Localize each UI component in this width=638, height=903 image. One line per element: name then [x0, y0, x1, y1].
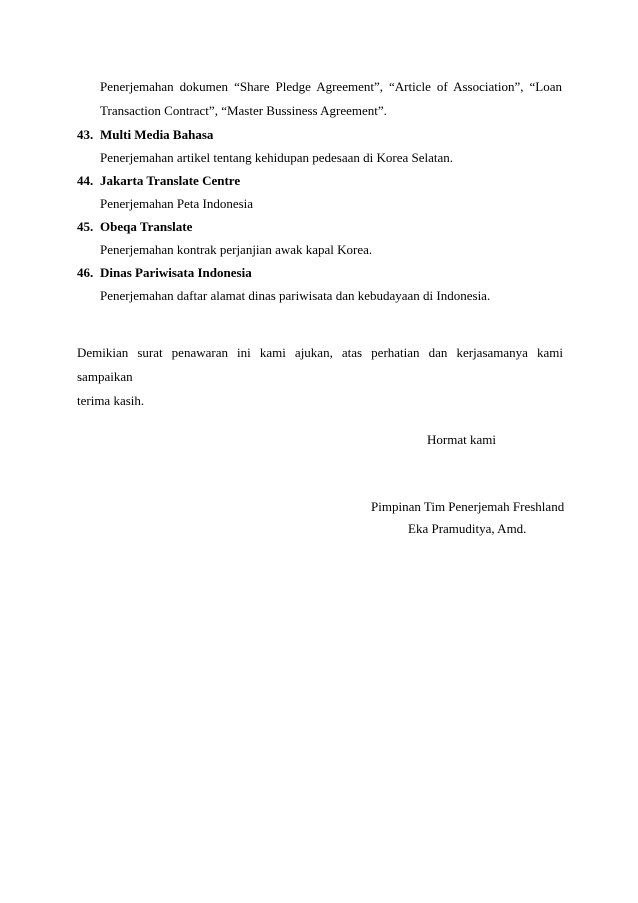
list-item: [77, 169, 563, 215]
item-number: 43.: [77, 127, 94, 142]
list-item: [77, 123, 563, 169]
item-description: Penerjemahan artikel tentang kehidupan pedesaan di Korea Selatan.: [100, 150, 454, 165]
item-description: Penerjemahan kontrak perjanjian awak kapal Korea.: [100, 242, 373, 257]
signer-role: Pimpinan Tim Penerjemah Freshland: [371, 499, 565, 514]
signature-greeting: Hormat kami: [427, 432, 496, 447]
closing-line-1: Demikian surat penawaran ini kami ajukan, atas perhatian dan kerjasamanya kami sampaikan: [77, 345, 563, 384]
item-title: Dinas Pariwisata Indonesia: [100, 265, 252, 280]
previous-item-continuation: [100, 75, 562, 123]
continuation-line-2: Transaction Contract”, “Master Bussiness Agreement”.: [100, 103, 387, 118]
item-title: Obeqa Translate: [100, 219, 193, 234]
item-number: 44.: [77, 173, 94, 188]
item-title: Jakarta Translate Centre: [100, 173, 241, 188]
closing-paragraph: [77, 341, 563, 413]
item-number: 46.: [77, 265, 94, 280]
item-description: Penerjemahan Peta Indonesia: [100, 196, 254, 211]
item-title: Multi Media Bahasa: [100, 127, 214, 142]
continuation-line-1: Penerjemahan dokumen “Share Pledge Agreement”, “Article of Association”, “Loan: [100, 79, 562, 94]
item-description: Penerjemahan daftar alamat dinas pariwisata dan kebudayaan di Indonesia.: [100, 288, 491, 303]
item-number: 45.: [77, 219, 94, 234]
client-list: [77, 123, 563, 307]
list-item: [77, 261, 563, 307]
signer-name: Eka Pramuditya, Amd.: [408, 521, 527, 536]
closing-line-2: terima kasih.: [77, 393, 145, 408]
list-item: [77, 215, 563, 261]
